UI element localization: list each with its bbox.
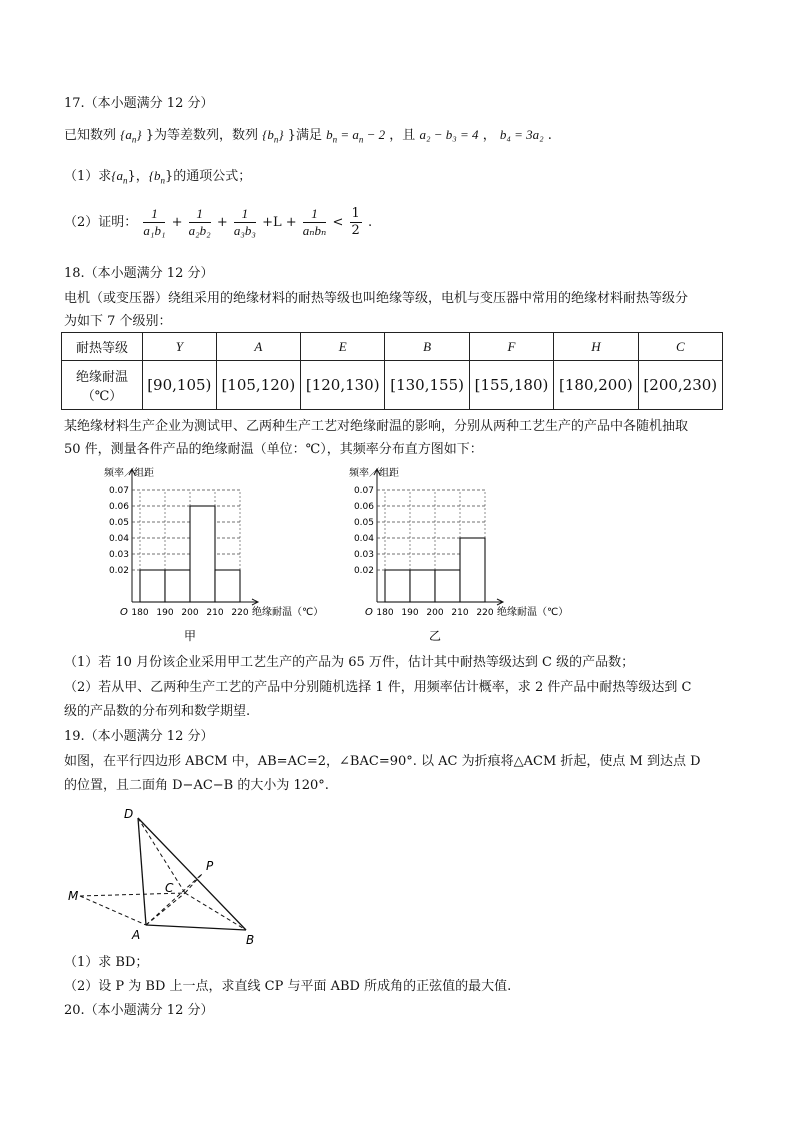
y-tick-label: 0.05 [108, 518, 129, 528]
geometry-figure [60, 798, 270, 948]
q17-stem-text: }满足 [287, 128, 322, 143]
x-axis-label: 绝缘耐温（℃） [497, 607, 569, 618]
range-cell: [180,200) [554, 361, 638, 410]
chart-title: 甲 [183, 629, 197, 643]
q20-header: 20.（本小题满分 12 分） [64, 1003, 214, 1018]
label-B: B [246, 933, 255, 947]
range-cell: [120,130) [301, 361, 385, 410]
edge-AP [146, 874, 202, 925]
seq-b: $\{b_n\}$ [262, 127, 284, 145]
x-tick-label: 220 [231, 608, 249, 618]
y-tick-label: 0.03 [108, 550, 129, 560]
x-tick-label: 210 [451, 608, 469, 618]
q19-header: 19.（本小题满分 12 分） [64, 729, 214, 744]
label-M: M [68, 889, 79, 903]
condition-2: b₄ = 3a₂ [499, 127, 544, 142]
edge-AB [146, 925, 246, 930]
q18-intro-line1: 电机（或变压器）绕组采用的绝缘材料的耐热等级也叫绝缘等级，电机与变压器中常用的绝缘材料耐热等级分 [64, 291, 689, 306]
y-tick-label: 0.06 [108, 502, 129, 512]
q19-part2: （2）设 P 为 BD 上一点，求直线 CP 与平面 ABD 所成角的正弦值的最大值. [64, 979, 512, 994]
grade-row-header: 耐热等级 [62, 333, 143, 361]
chart-title: 乙 [428, 629, 442, 643]
x-tick-label: 180 [376, 608, 394, 618]
x-axis-label: 绝缘耐温（℃） [252, 607, 324, 618]
q18-part2-line2: 级的产品数的分布列和数学期望. [64, 704, 251, 719]
histogram-bar [410, 570, 435, 602]
edge-DA [138, 818, 146, 925]
y-tick-label: 0.04 [108, 534, 129, 544]
edge-DC [138, 818, 185, 893]
histogram-bar [385, 570, 410, 602]
fraction-2: $\frac{1}{\text{a₂b₂}}$ [188, 206, 211, 238]
relation-b-a: $b_n = a_n - 2$ [326, 127, 386, 145]
range-cell: [155,180) [469, 361, 553, 410]
q17-part2-label: （2）证明： [64, 215, 138, 230]
q17-header: 17.（本小题满分 12 分） [64, 96, 214, 111]
q18-header: 18.（本小题满分 12 分） [64, 266, 214, 281]
q18-intro-line2: 为如下 7 个级别： [64, 314, 172, 329]
q19-stem-line1: 如图，在平行四边形 ABCM 中，AB=AC=2，∠BAC=90°. 以 AC 为折痕将△ACM 折起，使点 M 到达点 D [64, 754, 701, 769]
fraction-3: $\frac{1}{\text{a₃b₃}}$ [233, 206, 256, 238]
y-tick-label: 0.02 [353, 566, 374, 576]
y-tick-label: 0.02 [108, 566, 129, 576]
y-tick-label: 0.05 [353, 518, 374, 528]
histogram-jia [100, 462, 330, 647]
temperature-row-header: 绝缘耐温 （℃） [62, 361, 143, 410]
histogram-bar [435, 570, 460, 602]
origin-label: O [365, 607, 373, 618]
q19-stem-line2: 的位置，且二面角 D−AC−B 的大小为 120°. [64, 778, 329, 793]
x-tick-label: 190 [156, 608, 174, 618]
y-tick-label: 0.04 [353, 534, 374, 544]
grade-cell: E [301, 333, 385, 361]
fraction-1: $\frac{1}{\text{a₁b₁}}$ [143, 206, 166, 238]
grade-cell: F [469, 333, 553, 361]
fraction-n: $\frac{1}{\text{aₙbₙ}}$ [302, 206, 327, 238]
range-cell: [200,230) [638, 361, 722, 410]
grade-cell: A [216, 333, 300, 361]
histogram-yi [345, 462, 575, 647]
edge-DB [138, 818, 246, 930]
grade-cell: C [638, 333, 722, 361]
q18-part1: （1）若 10 月份该企业采用甲工艺生产的产品为 65 万件，估计其中耐热等级达到 C 级的产品数； [64, 655, 635, 670]
q17-stem-text: 已知数列 [64, 128, 117, 143]
q17-stem-text: }为等差数列，数列 [145, 128, 258, 143]
x-tick-label: 220 [476, 608, 494, 618]
histogram-bar [190, 506, 215, 602]
histogram-bar [215, 570, 240, 602]
q17-part2: （2）证明： $\frac{1}{\text{a₁b₁}}$ + $\frac{1}{\text{a₂b₂}}$ + $\frac{1}{\text{a₃b₃}}$ +L + $\frac{1}{\text{aₙbₙ}}$ < $\frac{1}{2}$ . [64, 206, 373, 238]
x-tick-label: 200 [181, 608, 199, 618]
histogram-bar [140, 570, 165, 602]
label-A: A [132, 928, 141, 942]
y-tick-label: 0.07 [108, 486, 129, 496]
x-tick-label: 190 [401, 608, 419, 618]
label-D: D [124, 807, 134, 821]
y-tick-label: 0.03 [353, 550, 374, 560]
y-tick-label: 0.07 [353, 486, 374, 496]
q17-stem [64, 124, 552, 145]
range-cell: [130,155) [385, 361, 469, 410]
q18-text-line1: 某绝缘材料生产企业为测试甲、乙两种生产工艺对绝缘耐温的影响，分别从两种工艺生产的产品中各随机抽取 [64, 419, 689, 434]
grade-row [62, 333, 723, 361]
temperature-row [62, 361, 723, 410]
q17-stem-text: ， [482, 128, 496, 143]
range-cell: [90,105) [143, 361, 217, 410]
grade-table [61, 332, 723, 410]
x-tick-label: 210 [206, 608, 224, 618]
seq-a: $\{a_n\}$ [120, 127, 142, 145]
q18-part2-line1: （2）若从甲、乙两种生产工艺的产品中分别随机选择 1 件，用频率估计概率，求 2 件产品中耐热等级达到 C [64, 680, 692, 695]
q17-stem-text: ，且 [389, 128, 416, 143]
grade-cell: Y [143, 333, 217, 361]
x-tick-label: 180 [131, 608, 149, 618]
edge-MA [80, 896, 146, 925]
origin-label: O [120, 607, 128, 618]
label-P: P [206, 859, 214, 873]
q17-part1: （1）求$\{a_n\}$，$\{b_n\}$的通项公式； [64, 168, 252, 186]
grade-cell: H [554, 333, 638, 361]
q19-part1: （1）求 BD； [64, 955, 149, 970]
y-axis-label: 频率／组距 [349, 468, 399, 479]
fraction-half: $\frac{1}{2}$ [351, 206, 360, 238]
grade-cell: B [385, 333, 469, 361]
condition-1: a₂ − b₃ = 4 [419, 127, 479, 142]
y-tick-label: 0.06 [353, 502, 374, 512]
y-axis-label: 频率／组距 [104, 468, 154, 479]
histogram-bar [165, 570, 190, 602]
q18-text-line2: 50 件，测量各件产品的绝缘耐温（单位：℃），其频率分布直方图如下： [64, 442, 483, 457]
range-cell: [105,120) [216, 361, 300, 410]
histogram-bar [460, 538, 485, 602]
q17-stem-text: . [547, 128, 552, 143]
label-C: C [165, 881, 174, 895]
x-tick-label: 200 [426, 608, 444, 618]
